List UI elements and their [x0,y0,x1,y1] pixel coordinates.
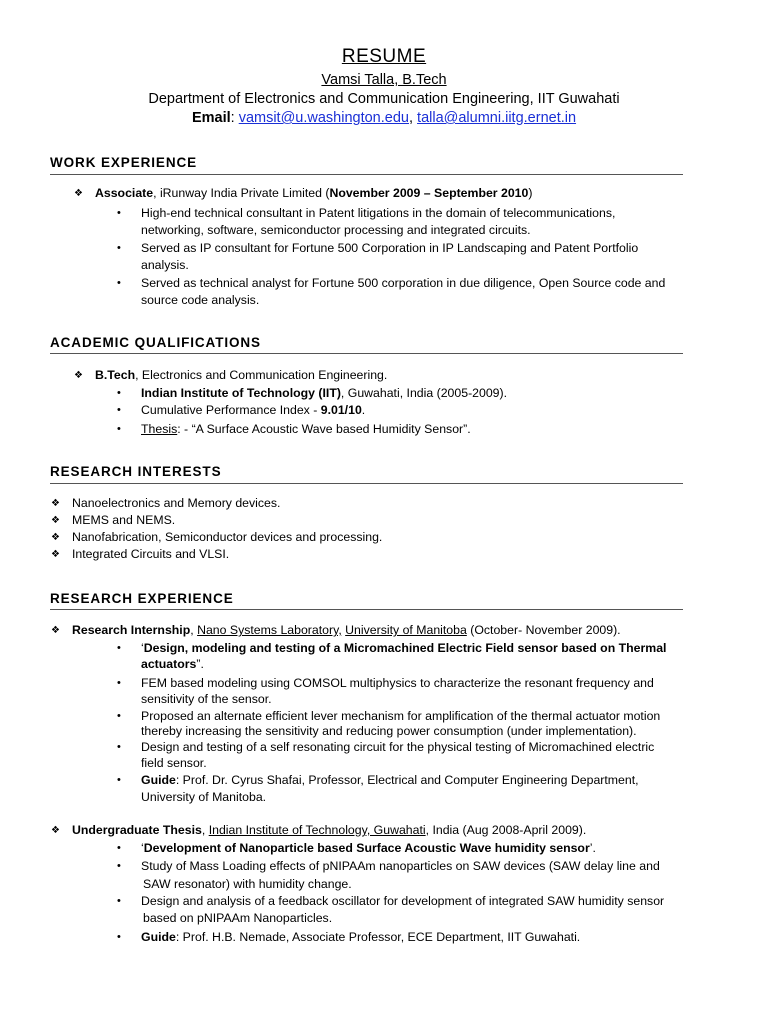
internship-project-line: ‘Design, modeling and testing of a Micromachined Electric Field sensor based on Thermal [141,641,667,655]
interest-item: Nanofabrication, Semiconductor devices and processing. [72,530,383,544]
internship-heading: Research Internship, Nano Systems Laboratory, University of Manitoba (October- November 2009). [72,623,621,637]
diamond-bullet-icon: ❖ [51,549,60,560]
internship-lab: Nano Systems Laboratory, [197,623,342,637]
bullet-dot-icon: • [117,242,121,254]
bullet-dot-icon: • [117,642,121,654]
section-divider [50,483,683,484]
bullet-dot-icon: • [117,677,121,689]
bullet-dot-icon: • [117,741,121,753]
interest-item: Integrated Circuits and VLSI. [72,547,230,561]
bullet-dot-icon: • [117,931,121,943]
ug-thesis-item-line: SAW resonator) with humidity change. [143,877,352,891]
guide-label: Guide [141,930,176,944]
degree-name: B.Tech [95,368,136,382]
bullet-dot-icon: • [117,277,121,289]
internship-guide-line: Guide: Prof. Dr. Cyrus Shafai, Professor, Electrical and Computer Engineering Department, [141,773,639,787]
work-role: Associate [95,186,154,200]
internship-item-line: Design and testing of a self resonating circuit for the physical testing of Micromachined electric [141,740,655,754]
interest-item: MEMS and NEMS. [72,513,176,527]
diamond-bullet-icon: ❖ [51,825,60,836]
ug-thesis-institute: Indian Institute of Technology, Guwahati [208,823,426,837]
section-divider [50,609,683,610]
work-entry-heading: Associate, iRunway India Private Limited (November 2009 – September 2010) [95,186,533,200]
section-title-research: RESEARCH EXPERIENCE [50,591,234,606]
cpi-value: 9.01/10 [320,403,362,417]
work-dates: November 2009 – September 2010 [329,186,529,200]
section-title-interests: RESEARCH INTERESTS [50,464,222,479]
section-title-work: WORK EXPERIENCE [50,155,198,170]
bullet-dot-icon: • [117,404,121,416]
email-link-washington[interactable]: vamsit@u.washington.edu [238,110,409,126]
ug-thesis-role: Undergraduate Thesis [72,823,202,837]
work-item-line: source code analysis. [141,293,260,307]
email-line: Email: vamsit@u.washington.edu, talla@alumni.iitg.ernet.in [191,110,577,126]
bullet-dot-icon: • [117,423,121,435]
internship-university: University of Manitoba [345,623,467,637]
cpi-line: Cumulative Performance Index - 9.01/10. [141,403,366,417]
thesis-label: Thesis [141,422,178,436]
ug-thesis-item-line: Design and analysis of a feedback oscillator for development of integrated SAW humidity sensor [141,894,665,908]
thesis-line: Thesis: - “A Surface Acoustic Wave based Humidity Sensor”. [141,422,471,436]
internship-item-line: FEM based modeling using COMSOL multiphysics to characterize the resonant frequency and [141,676,654,690]
bullet-dot-icon: • [117,860,121,872]
bullet-dot-icon: • [117,710,121,722]
ug-thesis-guide-line: Guide: Prof. H.B. Nemade, Associate Professor, ECE Department, IIT Guwahati. [141,930,581,944]
diamond-bullet-icon: ❖ [51,515,60,526]
bullet-dot-icon: • [117,895,121,907]
ug-thesis-item-line: based on pNIPAAm Nanoparticles. [143,911,333,925]
internship-item-line: Proposed an alternate efficient lever mechanism for amplification of the thermal actuator motion [141,709,661,723]
bullet-dot-icon: • [117,842,121,854]
diamond-bullet-icon: ❖ [74,370,83,381]
work-item-line: networking, software, semiconductor processing and integrated circuits. [141,223,531,237]
section-title-academic: ACADEMIC QUALIFICATIONS [50,335,261,350]
work-item-line: Served as IP consultant for Fortune 500 Corporation in IP Landscaping and Patent Portfolio [141,241,639,255]
interest-item: Nanoelectronics and Memory devices. [72,496,281,510]
diamond-bullet-icon: ❖ [51,498,60,509]
internship-item-line: field sensor. [141,756,207,770]
internship-item-line: thereby increasing the sensitivity and reducing power consumption (under implementation). [141,724,637,738]
resume-title: RESUME [341,46,427,67]
degree-line: B.Tech, Electronics and Communication Engineering. [95,368,388,382]
institute-name: Indian Institute of Technology (IIT) [141,386,341,400]
internship-project-line: actuators”. [141,657,204,671]
department-line: Department of Electronics and Communication Engineering, IIT Guwahati [148,91,620,107]
section-divider [50,174,683,175]
work-item-line: Served as technical analyst for Fortune 500 corporation in due diligence, Open Source code and [141,276,666,290]
ug-thesis-project-line: ‘Development of Nanoparticle based Surface Acoustic Wave humidity sensor’. [141,841,596,855]
section-divider [50,353,683,354]
internship-role: Research Internship [72,623,191,637]
bullet-dot-icon: • [117,774,121,786]
work-item-line: High-end technical consultant in Patent litigations in the domain of telecommunications, [141,206,616,220]
bullet-dot-icon: • [117,387,121,399]
diamond-bullet-icon: ❖ [74,188,83,199]
ug-thesis-heading: Undergraduate Thesis, Indian Institute of Technology, Guwahati, India (Aug 2008-April 2009). [72,823,587,837]
email-label: Email [191,110,231,126]
work-company: , iRunway India Private Limited ( [153,186,330,200]
work-item-line: analysis. [141,258,189,272]
bullet-dot-icon: • [117,207,121,219]
guide-label: Guide [141,773,176,787]
diamond-bullet-icon: ❖ [51,532,60,543]
email-link-iitg[interactable]: talla@alumni.iitg.ernet.in [417,110,577,126]
institute-line: Indian Institute of Technology (IIT), Guwahati, India (2005-2009). [141,386,508,400]
candidate-name: Vamsi Talla, B.Tech [321,72,447,88]
diamond-bullet-icon: ❖ [51,625,60,636]
internship-item-line: sensitivity of the sensor. [141,692,272,706]
internship-guide-line: University of Manitoba. [141,790,267,804]
ug-thesis-item-line: Study of Mass Loading effects of pNIPAAm nanoparticles on SAW devices (SAW delay line and [141,859,660,873]
